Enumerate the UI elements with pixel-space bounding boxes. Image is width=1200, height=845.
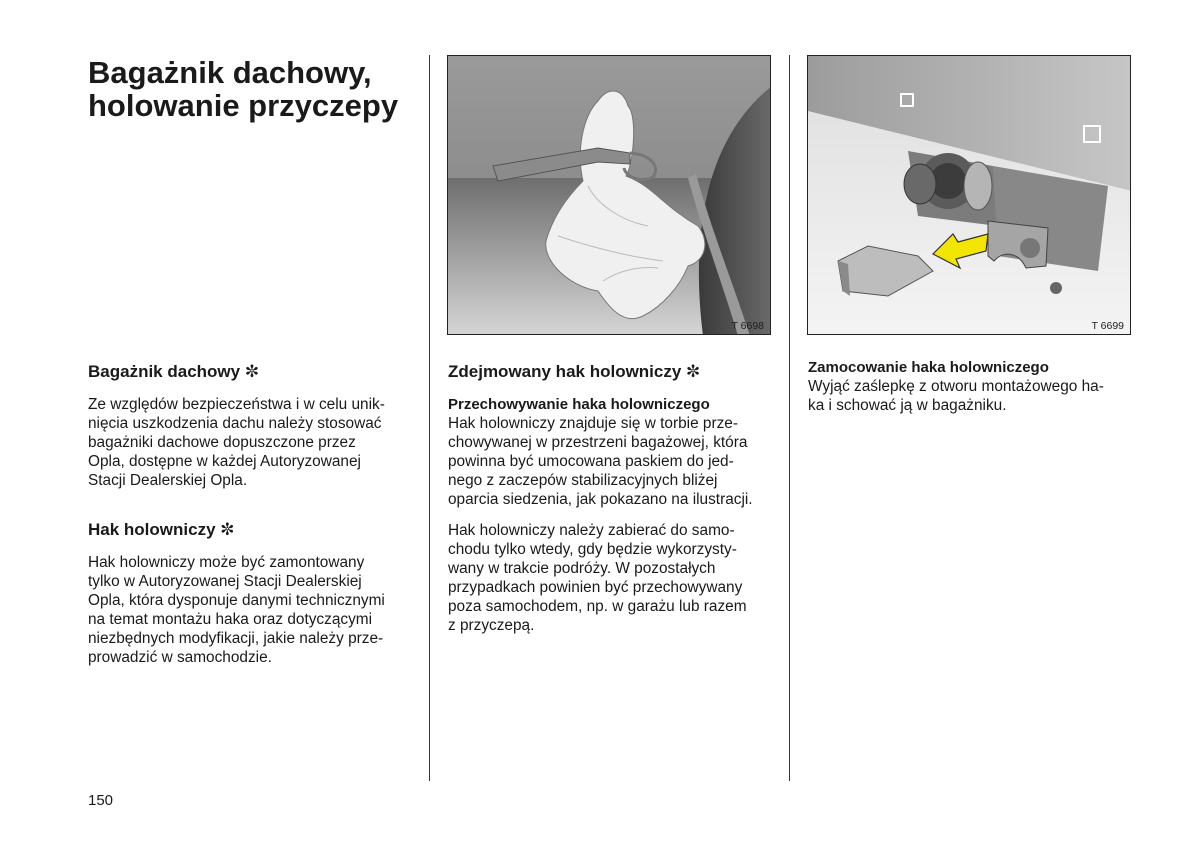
text-line: prowadzić w samochodzie. [88, 649, 272, 666]
mounting-text [808, 377, 1138, 415]
text-line: Hak holowniczy może być zamontowany [88, 554, 365, 571]
figure-label: T 6698 [731, 320, 764, 332]
section-roof-rack [88, 361, 418, 490]
text-line: poza samochodem, np. w garażu lub razem [448, 598, 747, 615]
storage-subheading: Przechowywanie haka holowniczego [448, 396, 710, 413]
text-line: z przyczepą. [448, 617, 535, 634]
page-title-line-1: Bagażnik dachowy, [88, 55, 372, 90]
text-line: Hak holowniczy należy zabierać do samo- [448, 522, 735, 539]
text-line: Opla, dostępne w każdej Autoryzowanej [88, 453, 361, 470]
hitch-mount-illustration [808, 56, 1131, 335]
text-line: bagażniki dachowe dopuszczone przez [88, 434, 356, 451]
text-line: powinna być umocowana paskiem do jed- [448, 453, 734, 470]
figure-hitch-mounting [807, 55, 1131, 335]
mounting-subheading: Zamocowanie haka holowniczego [808, 359, 1049, 376]
section-hitch-mounting [808, 358, 1138, 415]
text-line: Wyjąć zaślepkę z otworu montażowego ha- [808, 378, 1104, 395]
text-line: oparcia siedzenia, jak pokazano na ilustracji. [448, 491, 753, 508]
figure-hitch-storage-bag [447, 55, 771, 335]
tow-hitch-heading: Hak holowniczy ✼ [88, 520, 235, 539]
column-divider-2 [789, 55, 790, 781]
figure-label: T 6699 [1091, 320, 1124, 332]
tow-hitch-text [88, 553, 418, 667]
section-tow-hitch [88, 519, 418, 667]
roof-rack-text [88, 395, 418, 490]
roof-rack-heading: Bagażnik dachowy ✼ [88, 362, 260, 381]
text-line: niezbędnych modyfikacji, jakie należy prze- [88, 630, 384, 647]
text-line: Hak holowniczy znajduje się w torbie prze- [448, 415, 738, 432]
text-line: przypadkach powinien być przechowywany [448, 579, 743, 596]
text-line: wany w trakcie podróży. W pozostałych [448, 560, 716, 577]
text-line: ka i schować ją w bagażniku. [808, 397, 1007, 414]
section-detachable-hitch [448, 361, 778, 635]
text-line: Stacji Dealerskiej Opla. [88, 472, 248, 489]
detachable-hitch-heading: Zdejmowany hak holowniczy ✼ [448, 362, 701, 381]
usage-text [448, 521, 778, 635]
text-line: chowywanej w przestrzeni bagażowej, która [448, 434, 748, 451]
text-line: chodu tylko wtedy, gdy będzie wykorzysty- [448, 541, 737, 558]
bag-illustration [448, 56, 771, 335]
column-divider-1 [429, 55, 430, 781]
text-line: Opla, która dysponuje danymi technicznymi [88, 592, 385, 609]
text-line: nego z zaczepów stabilizacyjnych bliżej [448, 472, 718, 489]
page-title [88, 56, 418, 122]
page-title-line-2: holowanie przyczepy [88, 88, 399, 123]
text-line: na temat montażu haka oraz dotyczącymi [88, 611, 373, 628]
page-number: 150 [88, 792, 114, 809]
text-line: tylko w Autoryzowanej Stacji Dealerskiej [88, 573, 362, 590]
text-line: nięcia uszkodzenia dachu należy stosować [88, 415, 382, 432]
storage-text [448, 414, 778, 509]
text-line: Ze względów bezpieczeństwa i w celu unik- [88, 396, 385, 413]
